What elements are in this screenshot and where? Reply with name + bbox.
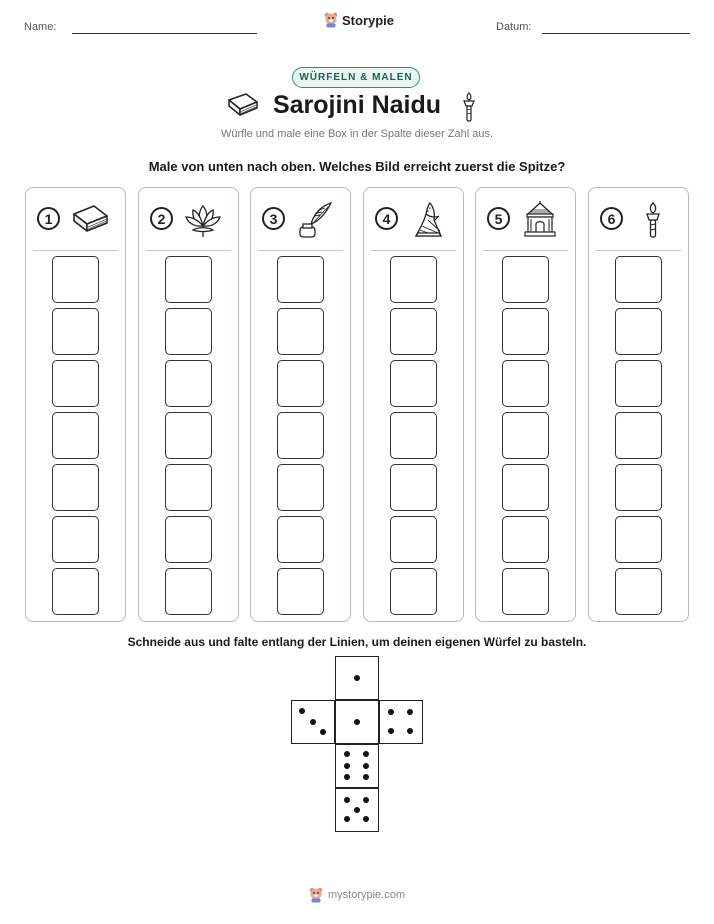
column-header [139, 188, 238, 252]
pip [407, 728, 413, 734]
color-box[interactable] [277, 568, 324, 615]
color-box[interactable] [390, 412, 437, 459]
color-box[interactable] [390, 256, 437, 303]
coloring-instruction: Male von unten nach oben. Welches Bild erreicht zuerst die Spitze? [148, 159, 566, 174]
dice-face-3 [291, 700, 335, 744]
color-box[interactable] [165, 568, 212, 615]
color-box[interactable] [502, 256, 549, 303]
color-box[interactable] [277, 308, 324, 355]
torch-icon [460, 91, 478, 123]
page-title: Sarojini Naidu [272, 91, 442, 119]
color-box[interactable] [165, 256, 212, 303]
dice-instruction: Schneide aus und falte entlang der Linien, um deinen eigenen Würfel zu basteln. [127, 635, 587, 649]
color-box[interactable] [502, 464, 549, 511]
column-divider [258, 250, 343, 251]
color-box[interactable] [165, 464, 212, 511]
pip [344, 774, 350, 780]
column-2 [138, 187, 239, 622]
name-label: Name: [24, 21, 57, 33]
color-box[interactable] [52, 464, 99, 511]
dice-face-5 [335, 788, 379, 832]
dice-face-4 [379, 700, 423, 744]
dice-number: 1 [37, 207, 60, 230]
pip [363, 816, 369, 822]
page-subtitle: Würfle und male eine Box in der Spalte dieser Zahl aus. [220, 128, 494, 140]
color-box[interactable] [165, 360, 212, 407]
column-divider [146, 250, 231, 251]
pip [344, 763, 350, 769]
color-box[interactable] [165, 412, 212, 459]
column-divider [33, 250, 118, 251]
footer-url[interactable]: mystorypie.com [327, 889, 406, 901]
brand-logo [324, 12, 394, 28]
color-box[interactable] [52, 516, 99, 563]
pip [363, 763, 369, 769]
color-box[interactable] [615, 464, 662, 511]
pip [363, 774, 369, 780]
bear-mascot-icon [309, 887, 323, 903]
color-box[interactable] [615, 412, 662, 459]
dice-number: 4 [375, 207, 398, 230]
column-3 [250, 187, 351, 622]
quill-inkwell-icon [295, 200, 335, 240]
color-box[interactable] [277, 464, 324, 511]
color-box[interactable] [277, 516, 324, 563]
color-box[interactable] [277, 360, 324, 407]
pip [344, 816, 350, 822]
dice-number: 5 [487, 207, 510, 230]
pip [354, 675, 360, 681]
dice-number: 2 [150, 207, 173, 230]
pip [388, 728, 394, 734]
color-box[interactable] [390, 568, 437, 615]
column-4 [363, 187, 464, 622]
lotus-icon [183, 200, 223, 240]
name-line[interactable] [72, 33, 257, 34]
color-box[interactable] [615, 568, 662, 615]
color-box[interactable] [502, 308, 549, 355]
color-box[interactable] [165, 516, 212, 563]
book-icon [70, 200, 110, 240]
column-header [364, 188, 463, 252]
pip [344, 751, 350, 757]
pip [310, 719, 316, 725]
color-box[interactable] [390, 516, 437, 563]
color-box[interactable] [52, 360, 99, 407]
color-box[interactable] [502, 412, 549, 459]
color-box[interactable] [52, 308, 99, 355]
column-divider [596, 250, 681, 251]
footer [0, 887, 714, 903]
dice-face-1 [335, 656, 379, 700]
column-5 [475, 187, 576, 622]
column-header [476, 188, 575, 252]
column-header [589, 188, 688, 252]
pip [354, 807, 360, 813]
column-1 [25, 187, 126, 622]
color-box[interactable] [390, 360, 437, 407]
color-box[interactable] [52, 412, 99, 459]
color-box[interactable] [165, 308, 212, 355]
color-box[interactable] [502, 568, 549, 615]
date-line[interactable] [542, 33, 690, 34]
date-label: Datum: [496, 21, 532, 33]
column-divider [483, 250, 568, 251]
color-box[interactable] [615, 516, 662, 563]
color-box[interactable] [277, 256, 324, 303]
color-box[interactable] [502, 360, 549, 407]
color-box[interactable] [52, 568, 99, 615]
pip [299, 708, 305, 714]
color-box[interactable] [277, 412, 324, 459]
bear-mascot-icon [324, 12, 338, 28]
dice-number: 6 [600, 207, 623, 230]
color-box[interactable] [390, 464, 437, 511]
column-divider [371, 250, 456, 251]
pip [363, 751, 369, 757]
column-header [251, 188, 350, 252]
color-box[interactable] [615, 256, 662, 303]
pip [363, 797, 369, 803]
column-header [26, 188, 125, 252]
pip [344, 797, 350, 803]
brand-name: Storypie [342, 12, 395, 28]
activity-badge: WÜRFELN & MALEN [292, 67, 420, 88]
pip [354, 719, 360, 725]
color-box[interactable] [615, 360, 662, 407]
pip [407, 709, 413, 715]
torch-icon [633, 200, 673, 240]
dice-number: 3 [262, 207, 285, 230]
pip [388, 709, 394, 715]
saree-icon [408, 200, 448, 240]
column-6 [588, 187, 689, 622]
temple-icon [520, 200, 560, 240]
color-box[interactable] [52, 256, 99, 303]
color-box[interactable] [390, 308, 437, 355]
dice-face-1 [335, 700, 379, 744]
color-box[interactable] [615, 308, 662, 355]
dice-face-6 [335, 744, 379, 788]
pip [320, 729, 326, 735]
color-box[interactable] [502, 516, 549, 563]
